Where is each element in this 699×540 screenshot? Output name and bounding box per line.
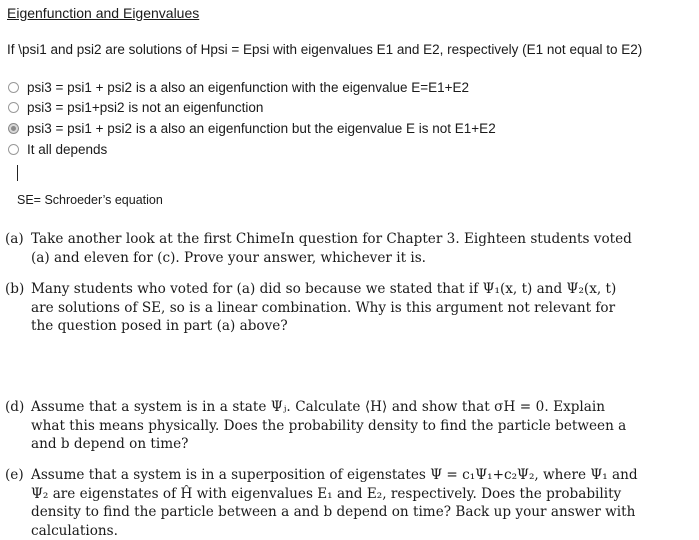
- option-4[interactable]: [8, 140, 107, 158]
- option-label: psi3 = psi1+psi2 is not an eigenfunction: [27, 100, 263, 115]
- radio-button[interactable]: [8, 102, 19, 113]
- option-3[interactable]: [8, 119, 496, 137]
- problem-line: Take another look at the first ChimeIn question for Chapter 3. Eighteen students voted: [31, 230, 605, 249]
- radio-button[interactable]: [8, 82, 19, 93]
- page-title: Eigenfunction and Eigenvalues: [7, 5, 199, 21]
- radio-button-selected[interactable]: [8, 123, 19, 134]
- problem-label: (e): [5, 466, 24, 485]
- problem-label: (b): [5, 280, 24, 299]
- note-text: SE= Schroeder’s equation: [17, 193, 163, 207]
- problem-line: Assume that a system is in a superposition of eigenstates Ψ = c₁Ψ₁+c₂Ψ₂, where Ψ₁ and: [31, 466, 605, 485]
- problem-d: [5, 398, 605, 454]
- problem-line: (a) and eleven for (c). Prove your answer, whichever it is.: [31, 249, 605, 268]
- problem-line: Assume that a system is in a state Ψⱼ. Calculate ⟨H⟩ and show that σH = 0. Explain: [31, 398, 605, 417]
- problem-line: what this means physically. Does the probability density to find the particle between a: [31, 417, 605, 436]
- problem-line: density to find the particle between a and b depend on time? Back up your answer with: [31, 503, 605, 522]
- option-label: psi3 = psi1 + psi2 is a also an eigenfunction but the eigenvalue E is not E1+E2: [27, 121, 496, 136]
- problem-line: Ψ₂ are eigenstates of Ĥ with eigenvalues E₁ and E₂, respectively. Does the probability: [31, 485, 605, 504]
- radio-button[interactable]: [8, 144, 19, 155]
- problem-line: the question posed in part (a) above?: [31, 317, 605, 336]
- problem-line: calculations.: [31, 522, 605, 540]
- problem-line: Many students who voted for (a) did so because we stated that if Ψ₁(x, t) and Ψ₂(x, t): [31, 280, 605, 299]
- problem-e: [5, 466, 605, 540]
- problem-line: and b depend on time?: [31, 435, 605, 454]
- problem-b: [5, 280, 605, 336]
- option-1[interactable]: [8, 78, 469, 96]
- option-label: psi3 = psi1 + psi2 is a also an eigenfunction with the eigenvalue E=E1+E2: [27, 80, 469, 95]
- problem-label: (d): [5, 398, 24, 417]
- problem-a: [5, 230, 605, 267]
- option-label: It all depends: [27, 142, 107, 157]
- problem-label: (a): [5, 230, 24, 249]
- problem-line: are solutions of SE, so is a linear combination. Why is this argument not relevant for: [31, 299, 605, 318]
- question-text: If \psi1 and psi2 are solutions of Hpsi = Epsi with eigenvalues E1 and E2, respectively (E1 not equal to E2): [7, 42, 642, 57]
- option-2[interactable]: [8, 98, 263, 116]
- text-cursor: [17, 165, 18, 181]
